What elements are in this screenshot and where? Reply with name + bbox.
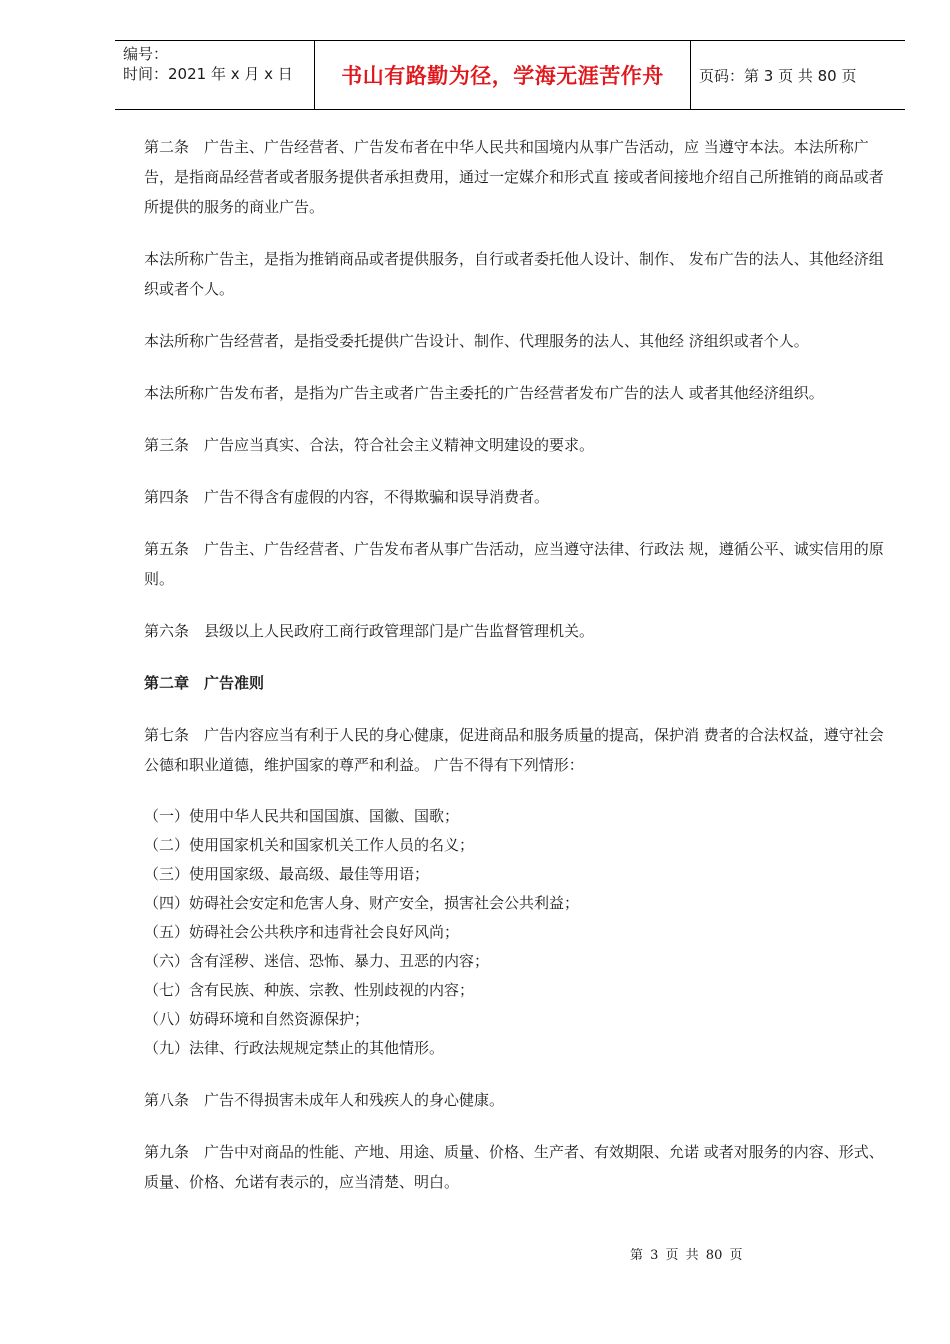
paragraph-article-7: 第七条 广告内容应当有利于人民的身心健康，促进商品和服务质量的提高，保护消 费者的合法权益，遵守社会公德和职业道德，维护国家的尊严和利益。 广告不得有下列情形： <box>144 726 884 774</box>
header-page-label: 页码：第 3 页 共 80 页 <box>699 66 857 85</box>
page-header <box>115 40 905 110</box>
document-body <box>144 132 889 1219</box>
paragraph-operator-def: 本法所称广告经营者，是指受委托提供广告设计、制作、代理服务的法人、其他经 济组织或者个人。 <box>144 332 809 350</box>
list-item: （八）妨碍环境和自然资源保护； <box>144 1010 370 1028</box>
list-item: （三）使用国家级、最高级、最佳等用语； <box>144 865 430 883</box>
list-item: （七）含有民族、种族、宗教、性别歧视的内容； <box>144 981 475 999</box>
header-motto: 书山有路勤为径，学海无涯苦作舟 <box>341 64 664 88</box>
paragraph-article-6: 第六条 县级以上人民政府工商行政管理部门是广告监督管理机关。 <box>144 622 595 640</box>
list-item: （五）妨碍社会公共秩序和违背社会良好风尚； <box>144 923 460 941</box>
chapter-heading: 第二章 广告准则 <box>144 674 265 692</box>
header-motto-cell <box>315 41 691 109</box>
page-footer: 第 3 页 共 80 页 <box>630 1248 743 1263</box>
list-item: （四）妨碍社会安定和危害人身、财产安全，损害社会公共利益； <box>144 894 580 912</box>
serial-label: 编号： <box>123 45 169 63</box>
time-label: 时间：2021 年 x 月 x 日 <box>123 65 293 83</box>
paragraph-article-2: 第二条 广告主、广告经营者、广告发布者在中华人民共和国境内从事广告活动，应 当遵守本法。本法所称广告，是指商品经营者或者服务提供者承担费用，通过一定媒介和形式直 接或者间接地介绍自己所推销的商品或者所提供的服务的商业广告。 <box>144 138 884 216</box>
list-item: （一）使用中华人民共和国国旗、国徽、国歌； <box>144 807 460 825</box>
list-item: （六）含有淫秽、迷信、恐怖、暴力、丑恶的内容； <box>144 952 490 970</box>
paragraph-article-5: 第五条 广告主、广告经营者、广告发布者从事广告活动，应当遵守法律、行政法 规，遵循公平、诚实信用的原则。 <box>144 540 884 588</box>
prohibition-list <box>144 802 889 1063</box>
paragraph-article-4: 第四条 广告不得含有虚假的内容，不得欺骗和误导消费者。 <box>144 488 550 506</box>
header-meta <box>115 41 315 109</box>
header-page-cell <box>691 41 905 109</box>
list-item: （九）法律、行政法规规定禁止的其他情形。 <box>144 1039 445 1057</box>
paragraph-article-8: 第八条 广告不得损害未成年人和残疾人的身心健康。 <box>144 1091 505 1109</box>
list-item: （二）使用国家机关和国家机关工作人员的名义； <box>144 836 475 854</box>
paragraph-article-3: 第三条 广告应当真实、合法，符合社会主义精神文明建设的要求。 <box>144 436 595 454</box>
paragraph-article-9: 第九条 广告中对商品的性能、产地、用途、质量、价格、生产者、有效期限、允诺 或者对服务的内容、形式、质量、价格、允诺有表示的，应当清楚、明白。 <box>144 1143 884 1191</box>
paragraph-advertiser-def: 本法所称广告主，是指为推销商品或者提供服务，自行或者委托他人设计、制作、 发布广告的法人、其他经济组织或者个人。 <box>144 250 884 298</box>
paragraph-publisher-def: 本法所称广告发布者，是指为广告主或者广告主委托的广告经营者发布广告的法人 或者其他经济组织。 <box>144 384 824 402</box>
